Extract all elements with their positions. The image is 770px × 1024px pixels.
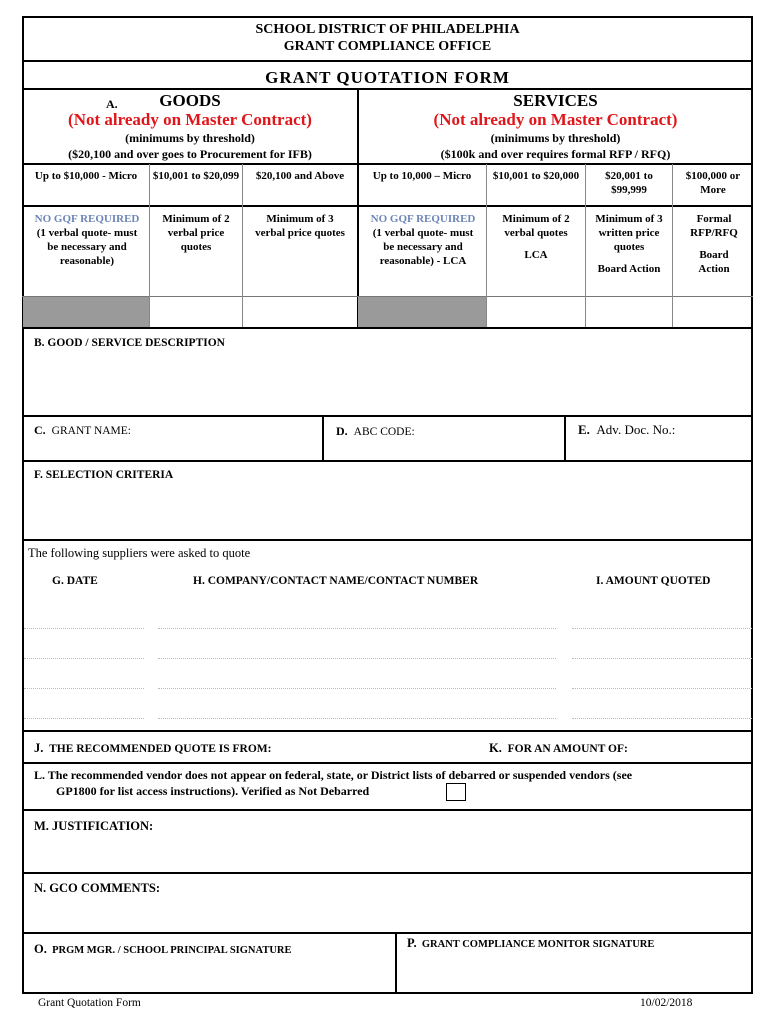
header-line2: GRANT COMPLIANCE OFFICE bbox=[283, 39, 492, 54]
goods-small-check-cell[interactable] bbox=[150, 297, 242, 327]
principal-signature-letter: O. bbox=[34, 942, 47, 956]
abc-code-field[interactable] bbox=[432, 418, 562, 458]
amount-field[interactable] bbox=[656, 736, 750, 760]
column-divider bbox=[322, 415, 324, 461]
divider bbox=[22, 460, 753, 462]
services-threshold-note: ($100k and over requires formal RFP / RFQ) bbox=[440, 147, 671, 161]
amount-line[interactable] bbox=[572, 658, 752, 659]
principal-signature-row bbox=[34, 942, 292, 957]
goods-large-check-cell[interactable] bbox=[243, 297, 357, 327]
amount-line[interactable] bbox=[572, 718, 752, 719]
column-divider bbox=[564, 415, 566, 461]
divider bbox=[22, 327, 753, 329]
recommended-quote-label: THE RECOMMENDED QUOTE IS FROM: bbox=[49, 743, 272, 755]
services-range-small: $10,001 to $20,000 bbox=[492, 170, 580, 182]
principal-signature-field[interactable] bbox=[30, 960, 390, 990]
form-title: GRANT QUOTATION FORM bbox=[265, 68, 510, 87]
justification-field[interactable] bbox=[24, 838, 751, 870]
district-title bbox=[22, 21, 753, 55]
amount-letter: K. bbox=[489, 741, 502, 755]
grant-name-label: GRANT NAME: bbox=[51, 425, 132, 437]
services-req-micro-text: (1 verbal quote- must be necessary and reasonable) - LCA bbox=[372, 227, 474, 267]
monitor-signature-letter: P. bbox=[407, 936, 417, 950]
amount-line[interactable] bbox=[572, 688, 752, 689]
divider bbox=[22, 539, 753, 541]
divider bbox=[22, 60, 753, 62]
date-column-label: G. DATE bbox=[52, 575, 98, 587]
amount-column-label: I. AMOUNT QUOTED bbox=[596, 575, 711, 587]
divider bbox=[22, 932, 753, 934]
divider bbox=[22, 415, 753, 417]
goods-subtitle: (Not already on Master Contract) bbox=[68, 110, 312, 129]
date-line[interactable] bbox=[24, 718, 144, 719]
amount-row bbox=[489, 741, 628, 756]
goods-range-large: $20,100 and Above bbox=[255, 170, 345, 182]
divider bbox=[22, 163, 753, 165]
goods-min-note: (minimums by threshold) bbox=[125, 131, 255, 145]
divider bbox=[22, 730, 753, 732]
services-notes bbox=[358, 130, 753, 162]
date-line[interactable] bbox=[24, 628, 144, 629]
company-line[interactable] bbox=[158, 688, 556, 689]
goods-req-small: Minimum of 2 verbal price quotes bbox=[162, 213, 230, 253]
no-gqf-label: NO GQF REQUIRED bbox=[34, 213, 140, 225]
grant-name-letter: C. bbox=[34, 423, 46, 437]
recommended-quote-row bbox=[34, 741, 271, 756]
debarred-line2: GP1800 for list access instructions). Verified as Not Debarred bbox=[56, 784, 370, 798]
services-req-micro bbox=[366, 212, 480, 268]
divider bbox=[22, 872, 753, 874]
gco-comments-field[interactable] bbox=[24, 900, 751, 930]
abc-code-row bbox=[336, 424, 415, 439]
selection-criteria-field[interactable] bbox=[24, 488, 751, 538]
principal-signature-label: PRGM MGR. / SCHOOL PRINCIPAL SIGNATURE bbox=[52, 945, 292, 956]
good-service-description-field[interactable] bbox=[24, 356, 751, 414]
goods-req-micro-text: (1 verbal quote- must be necessary and reasonable) bbox=[36, 227, 138, 267]
date-line[interactable] bbox=[24, 658, 144, 659]
services-req-mid-note: Board Action bbox=[597, 263, 661, 275]
services-range-large: $100,000 or More bbox=[685, 170, 741, 196]
header-line1: SCHOOL DISTRICT OF PHILADELPHIA bbox=[255, 22, 520, 37]
goods-req-large: Minimum of 3 verbal price quotes bbox=[255, 213, 345, 239]
abc-code-letter: D. bbox=[336, 424, 348, 438]
divider bbox=[22, 809, 753, 811]
company-line[interactable] bbox=[158, 628, 556, 629]
monitor-signature-field[interactable] bbox=[402, 956, 748, 990]
goods-req-micro bbox=[30, 212, 144, 268]
goods-header bbox=[22, 91, 358, 129]
adv-doc-row bbox=[578, 422, 675, 438]
goods-title: GOODS bbox=[159, 91, 221, 110]
services-subtitle: (Not already on Master Contract) bbox=[433, 110, 678, 129]
adv-doc-field[interactable] bbox=[700, 418, 750, 458]
goods-prefix: A. bbox=[106, 97, 118, 111]
goods-micro-shaded-cell bbox=[23, 297, 149, 327]
debarred-line1: L. The recommended vendor does not appear on federal, state, or District lists of debarred or suspended vendors (see bbox=[34, 768, 633, 782]
goods-range-small: $10,001 to $20,099 bbox=[152, 170, 240, 182]
services-req-small-note: LCA bbox=[524, 249, 548, 261]
services-range-micro: Up to 10,000 – Micro bbox=[372, 170, 472, 182]
column-divider bbox=[357, 88, 359, 328]
divider bbox=[22, 205, 753, 207]
services-header bbox=[358, 91, 753, 129]
column-divider bbox=[395, 932, 397, 994]
services-large-check-cell[interactable] bbox=[673, 297, 752, 327]
goods-threshold-note: ($20,100 and over goes to Procurement for IFB) bbox=[68, 147, 312, 161]
company-line[interactable] bbox=[158, 718, 556, 719]
monitor-signature-row bbox=[407, 936, 654, 951]
company-line[interactable] bbox=[158, 658, 556, 659]
date-line[interactable] bbox=[24, 688, 144, 689]
amount-label: FOR AN AMOUNT OF: bbox=[507, 743, 628, 755]
selection-criteria-label: F. SELECTION CRITERIA bbox=[34, 469, 174, 481]
recommended-quote-field[interactable] bbox=[310, 736, 480, 760]
company-column-label: H. COMPANY/CONTACT NAME/CONTACT NUMBER bbox=[193, 575, 479, 587]
footer-form-name: Grant Quotation Form bbox=[38, 997, 141, 1009]
adv-doc-label: Adv. Doc. No.: bbox=[596, 422, 676, 437]
services-mid-check-cell[interactable] bbox=[586, 297, 672, 327]
adv-doc-letter: E. bbox=[578, 422, 590, 437]
services-req-large-note: Board Action bbox=[698, 249, 730, 275]
recommended-quote-letter: J. bbox=[34, 741, 44, 755]
services-range-mid: $20,001 to $99,999 bbox=[605, 170, 653, 196]
debarred-statement bbox=[34, 767, 750, 799]
good-service-description-label: B. GOOD / SERVICE DESCRIPTION bbox=[34, 337, 225, 349]
footer-date: 10/02/2018 bbox=[640, 997, 693, 1009]
services-title: SERVICES bbox=[513, 91, 598, 110]
suppliers-note: The following suppliers were asked to quote bbox=[28, 546, 251, 560]
divider bbox=[22, 88, 753, 90]
services-req-mid: Minimum of 3 written price quotes bbox=[595, 213, 663, 253]
services-small-check-cell[interactable] bbox=[487, 297, 585, 327]
no-gqf-label: NO GQF REQUIRED bbox=[370, 213, 476, 225]
grant-name-field[interactable] bbox=[110, 418, 320, 458]
not-debarred-checkbox[interactable] bbox=[446, 783, 466, 801]
services-micro-shaded-cell bbox=[358, 297, 486, 327]
goods-range-micro: Up to $10,000 - Micro bbox=[34, 170, 138, 182]
services-req-large: Formal RFP/RFQ bbox=[690, 213, 738, 239]
goods-notes bbox=[22, 130, 358, 162]
gco-comments-label: N. GCO COMMENTS: bbox=[34, 881, 161, 895]
justification-label: M. JUSTIFICATION: bbox=[34, 819, 154, 833]
abc-code-label: ABC CODE: bbox=[353, 426, 415, 438]
monitor-signature-label: GRANT COMPLIANCE MONITOR SIGNATURE bbox=[421, 939, 655, 950]
services-min-note: (minimums by threshold) bbox=[490, 131, 621, 145]
amount-line[interactable] bbox=[572, 628, 752, 629]
services-req-small: Minimum of 2 verbal quotes bbox=[502, 213, 570, 239]
divider bbox=[22, 762, 753, 764]
